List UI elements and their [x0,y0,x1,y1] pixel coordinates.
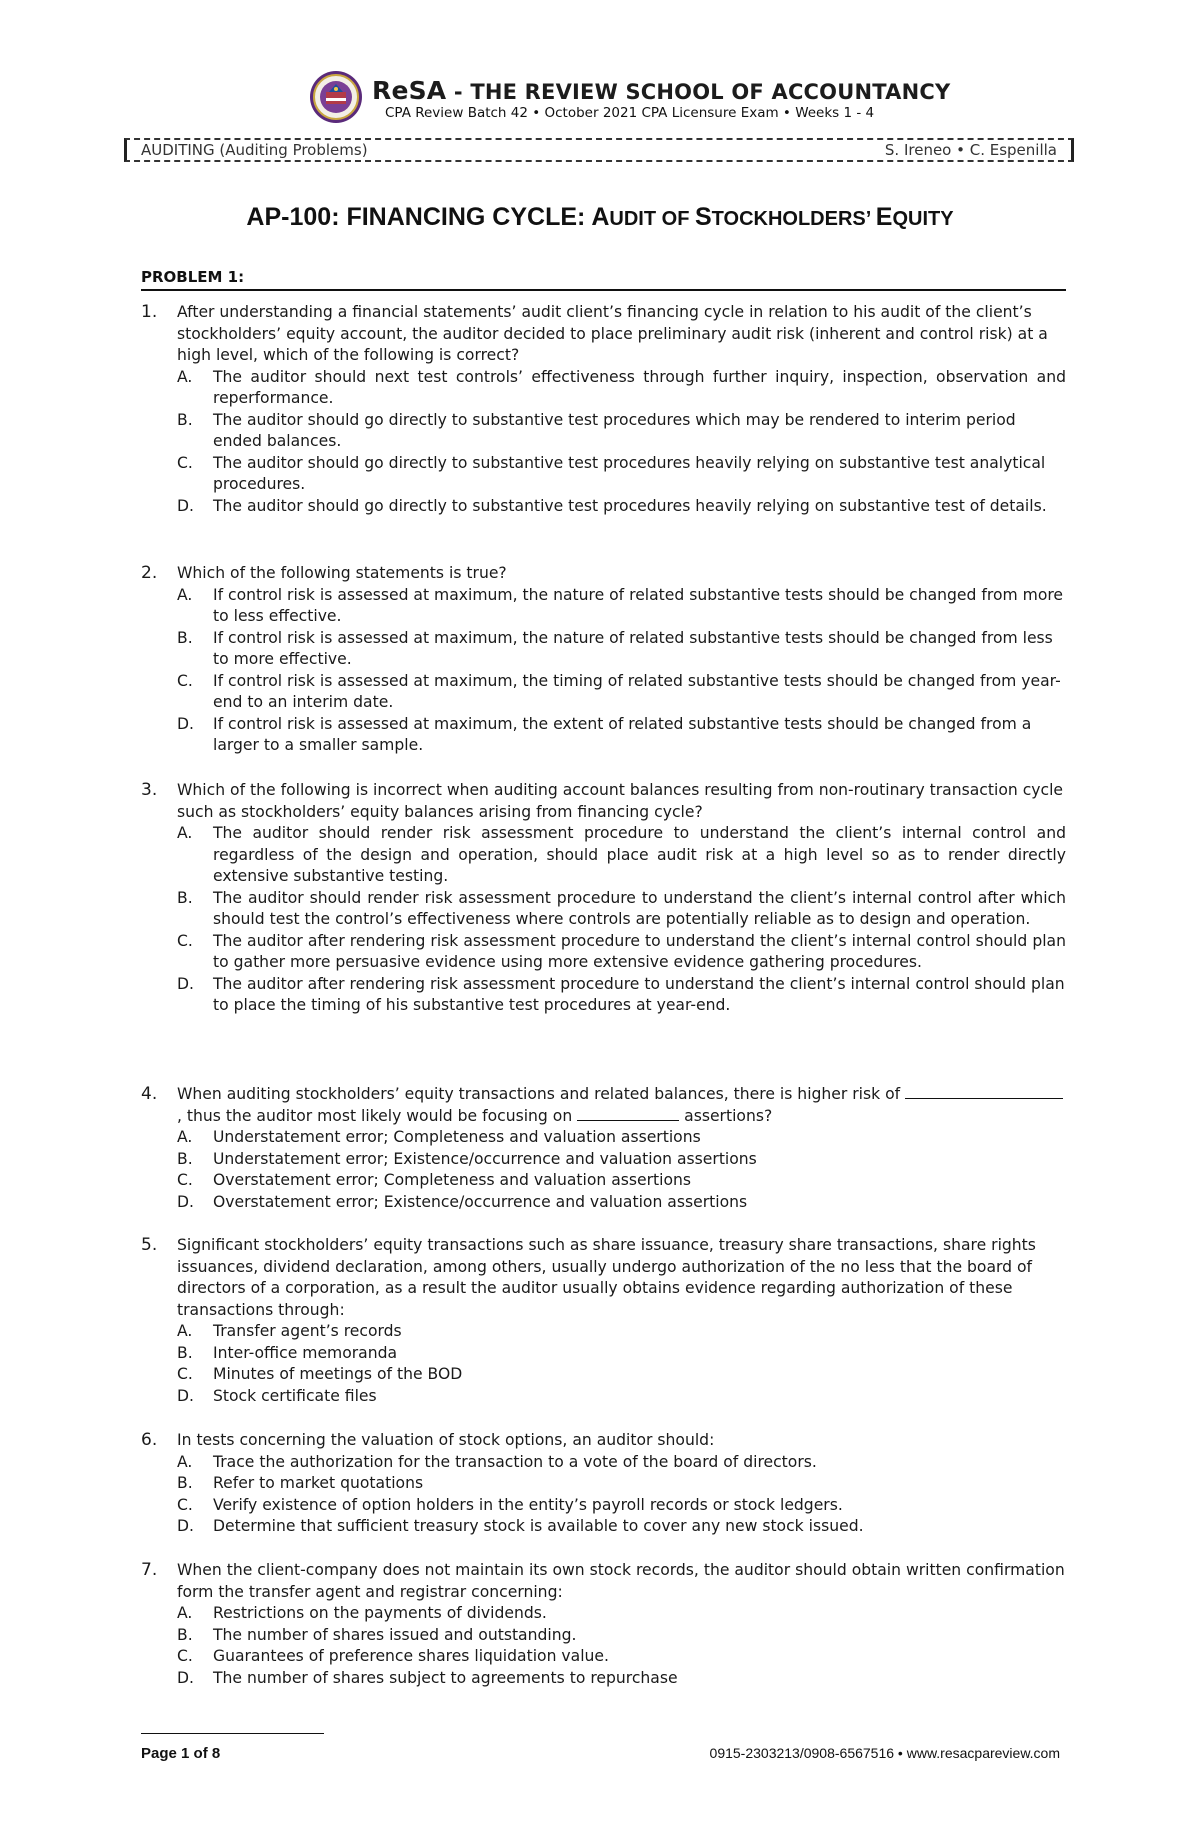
option-letter: D. [177,714,194,733]
option-text: The number of shares subject to agreements to repurchase [213,1668,678,1687]
contact-info: 0915-2303213/0908-6567516 • www.resacpareview.com [709,1745,1060,1761]
option-text: Verify existence of option holders in the entity’s payroll records or stock ledgers. [213,1495,843,1514]
option-letter: C. [177,1365,193,1383]
option-letter: A. [177,1128,193,1146]
batch-line: CPA Review Batch 42 • October 2021 CPA Licensure Exam • Weeks 1 - 4 [385,105,875,121]
option-letter: D. [177,1192,194,1211]
option-text: The number of shares issued and outstanding. [213,1625,577,1644]
option-a [177,1321,1066,1343]
option-d [177,1192,1066,1214]
option-c [177,1170,1066,1192]
option-text: Transfer agent’s records [213,1322,402,1340]
option-a [177,1452,1066,1474]
option-text: The auditor should go directly to substantive test procedures which may be rendered to interim period ended balances. [213,410,1016,450]
option-letter: D. [177,1517,194,1535]
subject-label: AUDITING (Auditing Problems) [141,141,368,159]
option-text: Stock certificate files [213,1386,377,1405]
option-letter: B. [177,1149,193,1168]
option-text: Inter-office memoranda [213,1343,398,1362]
option-letter: C. [177,453,193,472]
option-letter: A. [177,1604,193,1622]
option-a [177,367,1066,410]
option-letter: C. [177,671,193,690]
title-part-2: UDIT OF [609,208,695,230]
title-part-4: TOCKHOLDERS’ [711,208,876,230]
option-b [177,1343,1066,1365]
option-letter: D. [177,1668,194,1687]
option-letter: A. [177,1322,193,1340]
school-name [372,76,1072,105]
option-letter: B. [177,1625,193,1644]
option-b [177,410,1066,453]
option-c [177,1495,1066,1517]
option-text: Refer to market quotations [213,1474,424,1492]
option-c [177,931,1066,974]
option-text: The auditor should go directly to substantive test procedures heavily relying on substantive test analytical procedures. [213,453,1046,493]
option-letter: B. [177,1343,193,1362]
question-4 [141,1084,1066,1213]
option-letter: D. [177,496,194,515]
option-text: Understatement error; Existence/occurrence and valuation assertions [213,1149,757,1168]
option-text: Determine that sufficient treasury stock is available to cover any new stock issued. [213,1517,864,1535]
subject-banner [124,138,1074,162]
option-text: Trace the authorization for the transaction to a vote of the board of directors. [213,1452,817,1471]
stem-part-b: , thus the auditor most likely would be focusing on [177,1106,573,1125]
option-text: Restrictions on the payments of dividends. [213,1604,547,1622]
option-text: Understatement error; Completeness and valuation assertions [213,1128,701,1146]
question-stem [177,1084,1066,1127]
brand-name: ReSA [372,76,447,105]
option-letter: A. [177,824,193,842]
option-a [177,1603,1066,1625]
option-letter: C. [177,1171,193,1189]
option-d [177,714,1066,757]
option-letter: C. [177,1495,193,1514]
question-6 [141,1430,1066,1538]
question-stem: Significant stockholders’ equity transactions such as share issuance, treasury share transactions, share rights issuances, dividend declaration, among others, usually undergo authorization of the no less that the board of directors of a corporation, as a result the auditor usually obtains evidence regarding authorization of these transactions through: [177,1236,1036,1319]
option-letter: C. [177,931,193,950]
page-number: Page 1 of 8 [141,1745,221,1762]
option-text: Overstatement error; Completeness and valuation assertions [213,1171,692,1189]
option-c [177,453,1066,496]
option-letter: B. [177,410,193,429]
resa-seal-logo [309,70,363,124]
option-d [177,1386,1066,1408]
question-stem: In tests concerning the valuation of stock options, an auditor should: [177,1431,715,1449]
option-text: The auditor should render risk assessment procedure to understand the client’s internal control after which should test the control’s effectiveness where controls are potentially reliable as to design and operation. [213,888,1066,928]
option-c [177,1364,1066,1386]
option-text: The auditor should next test controls’ effectiveness through further inquiry, inspection, observation and reperformance. [213,367,1066,407]
question-number: 3. [141,780,158,800]
question-stem: When the client-company does not maintain its own stock records, the auditor should obtain written confirmation form the transfer agent and registrar concerning: [177,1561,1065,1601]
option-text: If control risk is assessed at maximum, the timing of related substantive tests should be changed from year-end to an interim date. [213,671,1061,711]
option-text: The auditor should go directly to substantive test procedures heavily relying on substantive test of details. [213,496,1047,515]
option-d [177,1668,1066,1690]
answer-blank [577,1106,679,1121]
option-d [177,974,1066,1017]
question-number: 5. [141,1235,158,1255]
option-b [177,1149,1066,1171]
authors-label: S. Ireneo • C. Espenilla [884,141,1057,159]
option-a [177,585,1066,628]
option-text: Overstatement error; Existence/occurrence and valuation assertions [213,1192,748,1211]
option-letter: A. [177,585,193,604]
option-text: Minutes of meetings of the BOD [213,1365,463,1383]
footer-divider [141,1733,324,1734]
question-7 [141,1560,1066,1689]
title-part-3: S [694,203,712,231]
option-letter: A. [177,1452,193,1471]
question-number: 2. [141,563,158,583]
option-c [177,671,1066,714]
option-b [177,1473,1066,1495]
title-part-6: QUITY [892,208,954,230]
option-a [177,823,1066,888]
option-letter: B. [177,888,193,907]
answer-blank [905,1084,1063,1099]
problem-heading: PROBLEM 1: [141,268,1066,291]
stem-part-a: When auditing stockholders’ equity transactions and related balances, there is higher risk of [177,1085,901,1103]
option-letter: C. [177,1647,193,1665]
option-b [177,888,1066,931]
option-letter: B. [177,628,193,647]
question-3 [141,780,1066,1017]
option-text: If control risk is assessed at maximum, the extent of related substantive tests should be changed from a larger to a smaller sample. [213,714,1032,754]
option-text: Guarantees of preference shares liquidation value. [213,1647,609,1665]
option-letter: D. [177,1386,194,1405]
option-d [177,1516,1066,1538]
option-a [177,1127,1066,1149]
question-stem: Which of the following statements is true? [177,564,507,582]
option-letter: A. [177,367,193,386]
question-number: 6. [141,1430,158,1450]
option-b [177,628,1066,671]
option-d [177,496,1066,518]
question-stem: Which of the following is incorrect when auditing account balances resulting from non-routinary transaction cycle such as stockholders’ equity balances arising from financing cycle? [177,781,1063,821]
title-code: AP-100: FINANCING CYCLE: A [246,203,610,231]
option-letter: B. [177,1474,193,1492]
option-b [177,1625,1066,1647]
question-5 [141,1235,1066,1407]
option-c [177,1646,1066,1668]
option-text: The auditor after rendering risk assessment procedure to understand the client’s internal control should plan to place the timing of his substantive test procedures at year-end. [213,974,1065,1014]
question-number: 4. [141,1084,158,1104]
question-number: 1. [141,302,158,322]
option-text: If control risk is assessed at maximum, the nature of related substantive tests should be changed from more to less effective. [213,585,1064,625]
option-text: If control risk is assessed at maximum, the nature of related substantive tests should be changed from less to more effective. [213,628,1053,668]
question-stem: After understanding a financial statements’ audit client’s financing cycle in relation to his audit of the client’s stockholders’ equity account, the auditor decided to place preliminary audit risk (inherent and control risk) at a high level, which of the following is correct? [177,303,1048,364]
option-letter: D. [177,974,194,993]
document-title [0,203,1200,232]
option-text: The auditor should render risk assessment procedure to understand the client’s internal control and regardless of the design and operation, should place audit risk at a high level so as to render directly extensive substantive testing. [213,824,1066,885]
option-text: The auditor after rendering risk assessment procedure to understand the client’s internal control should plan to gather more persuasive evidence using more extensive evidence gathering procedures. [213,931,1066,971]
school-full-name: - THE REVIEW SCHOOL OF ACCOUNTANCY [446,80,951,104]
question-1 [141,302,1066,517]
question-2 [141,563,1066,757]
question-number: 7. [141,1560,158,1580]
title-part-5: E [875,203,893,231]
stem-part-c: assertions? [684,1106,773,1125]
